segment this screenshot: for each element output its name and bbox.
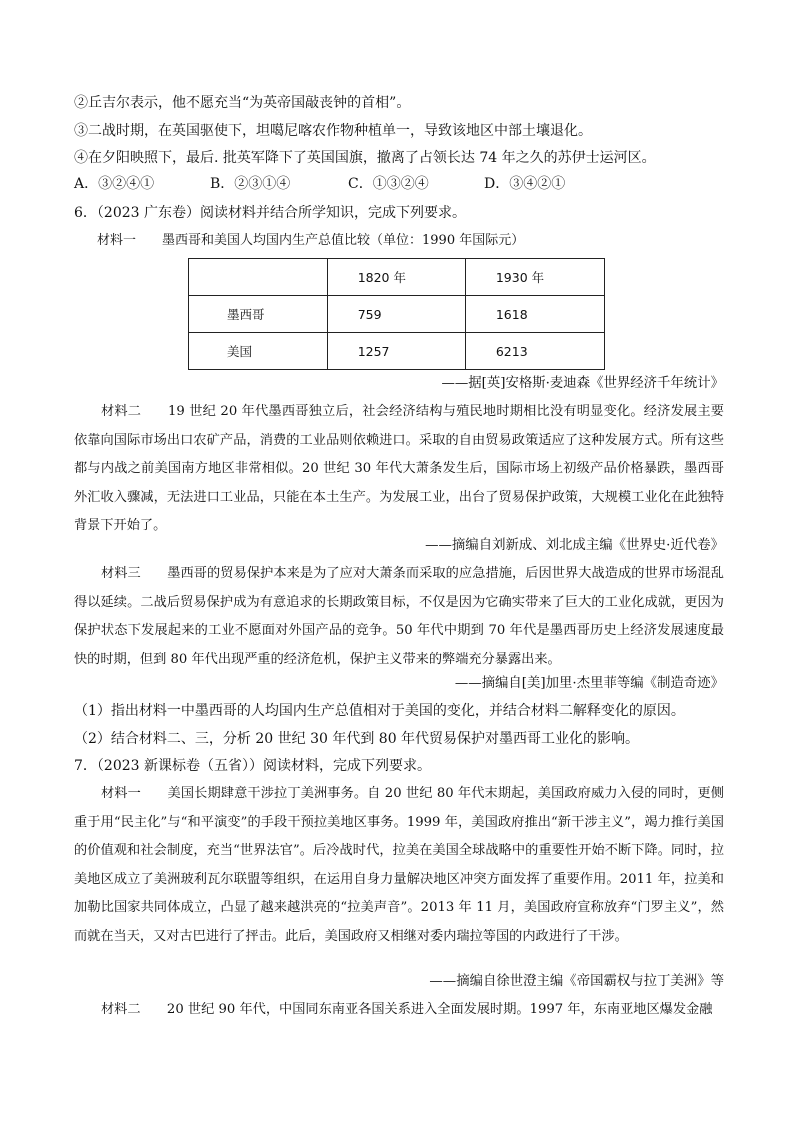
q7-stem: 7．（2023 新课标卷（五省））阅读材料，完成下列要求。 — [74, 758, 431, 774]
table-row — [189, 333, 605, 370]
q7-material2: 材料二 20 世纪 90 年代，中国同东南亚各国关系进入全面发展时期。1997 年，东南亚地区爆发金融 — [101, 1002, 713, 1017]
q7-material1-source: ——摘编自徐世澄主编《帝国霸权与拉丁美洲》等 — [429, 974, 724, 989]
q6-material3-source: ——摘编自[美]加里·杰里菲等编《制造奇迹》 — [454, 676, 724, 691]
gdp-comparison-table — [188, 258, 605, 370]
q6-stem: 6．（2023 广东卷）阅读材料并结合所学知识，完成下列要求。 — [74, 205, 466, 221]
table-row — [189, 296, 605, 333]
q5-statement-3: ③二战时期，在英国驱使下，坦噶尼喀农作物种植单一，导致该地区中部土壤退化。 — [74, 123, 592, 139]
table-header-row — [189, 259, 605, 296]
option-c: C．①③②④ — [348, 176, 429, 192]
table-header-cell: 1930 年 — [465, 259, 604, 296]
q6-material2-source: ——摘编自刘新成、刘北成主编《世界史·近代卷》 — [425, 538, 724, 553]
table-cell — [189, 259, 328, 296]
q6-material3: 材料三 墨西哥的贸易保护本来是为了应对大萧条而采取的应急措施，后因世界大战造成的世界市场混乱得以延续。二战后贸易保护成为有意追求的长期政策目标，不仅是因为它确实带来了巨大的工业化成就，更因为保护状态下发展起来的工业不愿面对外国产品的竞争。50 年代中期到 70 年代是墨西哥历史上经济发展速度最快的时期，但到 80 年代出现严重的经济危机，保护主义带来的弊端充分暴露出来。 — [74, 566, 724, 667]
q6-material2: 材料二 19 世纪 20 年代墨西哥独立后，社会经济结构与殖民地时期相比没有明显变化。经济发展主要依靠向国际市场出口农矿产品，消费的工业品则依赖进口。采取的自由贸易政策适应了这种发展方式。所有这些都与内战之前美国南方地区非常相似。20 世纪 30 年代大萧条发生后，国际市场上初级产品价格暴跌，墨西哥外汇收入骤减，无法进口工业品，只能在本土生产。为发展工业，出台了贸易保护政策，大规模工业化在此独特背景下开始了。 — [74, 404, 724, 533]
q5-options — [74, 174, 565, 194]
q5-statement-4: ④在夕阳映照下，最后. 批英军降下了英国国旗，撤离了占领长达 74 年之久的苏伊士运河区。 — [74, 150, 656, 166]
q6-material1-source: ——据[英]安格斯·麦迪森《世界经济千年统计》 — [441, 376, 724, 391]
table-row-label: 美国 — [189, 333, 328, 370]
table-cell: 6213 — [465, 333, 604, 370]
q6-question-2: （2）结合材料二、三，分析 20 世纪 30 年代到 80 年代贸易保护对墨西哥工业化的影响。 — [74, 731, 640, 747]
option-b: B．②③①④ — [210, 176, 291, 192]
option-a: A．③②④① — [74, 176, 155, 192]
table-cell: 1257 — [327, 333, 465, 370]
table-cell: 1618 — [465, 296, 604, 333]
table-cell: 759 — [327, 296, 465, 333]
q5-statement-2: ②丘吉尔表示，他不愿充当“为英帝国敲丧钟的首相”。 — [74, 95, 411, 111]
q6-material1-caption: 材料一 墨西哥和美国人均国内生产总值比较（单位：1990 年国际元） — [97, 233, 525, 248]
q7-material1: 材料一 美国长期肆意干涉拉丁美洲事务。自 20 世纪 80 年代末期起，美国政府威力入侵的同时，更侧重于用“民主化”与“和平演变”的手段干预拉美地区事务。1999 年，美国政府推出“新干涉主义”，竭力推行美国的价值观和社会制度，充当“世界法官”。后冷战时代，拉美在美国全球战略中的重要性开始不断下降。同时，拉美地区成立了美洲玻利瓦尔联盟等组织，在运用自身力量解决地区冲突方面发挥了重要作用。2011 年，拉美和加勒比国家共同体成立，凸显了越来越洪亮的“拉美声音”。2013 年 11 月，美国政府宣称放弃“门罗主义”，然而就在当天，又对古巴进行了抨击。此后，美国政府又相继对委内瑞拉等国的内政进行了干涉。 — [74, 786, 724, 944]
option-d: D．③④②① — [484, 176, 566, 192]
table-row-label: 墨西哥 — [189, 296, 328, 333]
q6-question-1: （1）指出材料一中墨西哥的人均国内生产总值相对于美国的变化，并结合材料二解释变化的原因。 — [74, 703, 685, 719]
table-header-cell: 1820 年 — [327, 259, 465, 296]
